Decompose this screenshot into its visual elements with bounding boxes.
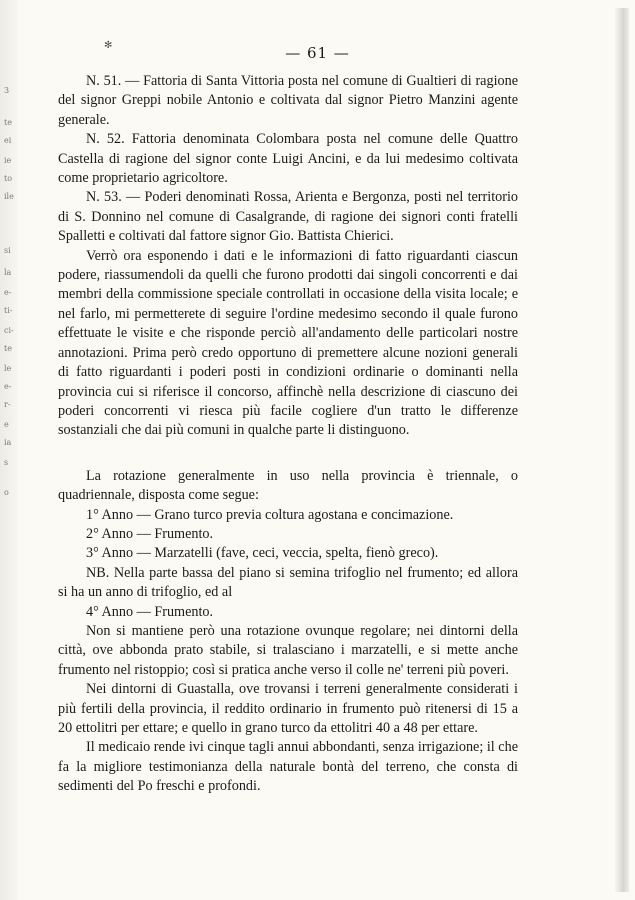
margin-mark: te [4,118,12,127]
margin-mark: 3 [4,86,10,95]
margin-mark: e [4,420,9,429]
margin-mark: ci- [4,326,14,335]
guastalla-paragraph: Nei dintorni di Guastalla, ove trovansi i terreni generalmente considerati i più fertili della provincia, il reddito ordinario in frumento può ritenersi di 15 a 20 ettolitri per ettare; e quello in grano turco da ettolitri 40 a 48 per ettare. [58,681,518,736]
ink-blot-mark: ✻ [104,40,113,51]
page-body [58,72,518,797]
margin-mark: la [4,268,12,277]
rotation-note: NB. Nella parte bassa del piano si semina trifoglio nel frumento; ed allora si ha un anno di trifoglio, ed al [58,564,518,601]
margin-mark: ile [4,192,14,201]
margin-mark: r- [4,400,11,409]
rotation-year-4: 4° Anno — Frumento. [86,603,214,620]
section-gap [58,441,518,467]
margin-mark: ei [4,136,12,145]
margin-mark: ti- [4,306,13,315]
rotation-irregular-paragraph: Non si mantiene però una rotazione ovunque regolare; nei dintorni della città, ove abbonda prato stabile, si tralasciano i marzatelli, e si mette anche frumento nel ristoppio; così si pratica anche verso il colle ne' terreni più poveri. [58,622,518,678]
rotation-paragraph: La rotazione generalmente in uso nella provincia è triennale, o quadriennale, disposta come segue: [58,467,518,504]
page-number: — 61 — [285,44,350,62]
margin-mark: to [4,174,13,183]
entry-52: N. 52. Fattoria denominata Colombara posta nel comune delle Quattro Castella di ragione del signor conte Luigi Ancini, e da lui medesimo coltivata come proprietario agricoltore. [58,131,518,187]
margin-mark: e- [4,382,12,391]
medicaio-paragraph: Il medicaio rende ivi cinque tagli annui abbondanti, senza irrigazione; il che fa la migliore testimonianza della naturale bontà del terreno, che consta di sedimenti del Po freschi e profondi. [58,739,518,795]
entry-51: N. 51. — Fattoria di Santa Vittoria posta nel comune di Gualtieri di ragione del signor Greppi nobile Antonio e coltivata dal signor Pietro Manzini agente generale. [58,73,518,128]
page-edge-shadow [615,8,629,892]
margin-mark: e- [4,288,12,297]
margin-mark: si [4,246,11,255]
margin-mark: s [4,458,9,467]
intro-paragraph: Verrò ora esponendo i dati e le informazioni di fatto riguardanti ciascun podere, riassumendoli da quelli che furono prodotti dai singoli concorrenti e dai membri della commissione speciale controllati in occasione della visita locale; e nel farlo, mi permetterete di seguire l'ordine medesimo secondo il quale furono effettuate le visite e che risponde perciò all'andamento delle particolari nostre annotazioni. Prima però credo opportuno di premettere alcune nozioni generali di fatto riguardanti i poderi posti in condizioni ordinarie o dominanti nella provincia cui si riferisce il concorso, affinchè nella descrizione di ciascuno dei poderi concorrenti vi riesca più facile cogliere d'un tratto le differenze sostanziali che dai più comuni in qualche parte li distinguono. [58,247,518,439]
margin-mark: ie [4,156,12,165]
margin-mark: ia [4,438,12,447]
rotation-year-2: 2° Anno — Frumento. [86,525,214,542]
left-margin-strip [0,0,18,900]
margin-mark: le [4,364,12,373]
margin-mark: te [4,344,12,353]
margin-mark: o [4,488,9,497]
rotation-year-1: 1° Anno — Grano turco previa coltura agostana e concimazione. [86,506,454,523]
rotation-year-3: 3° Anno — Marzatelli (fave, ceci, veccia, spelta, fienò greco). [86,545,439,562]
entry-53: N. 53. — Poderi denominati Rossa, Arienta e Bergonza, posti nel territorio di S. Donnino nel comune di Casalgrande, di ragione dei signori conti fratelli Spalletti e coltivati dal fattore signor Gio. Battista Chierici. [58,189,518,245]
